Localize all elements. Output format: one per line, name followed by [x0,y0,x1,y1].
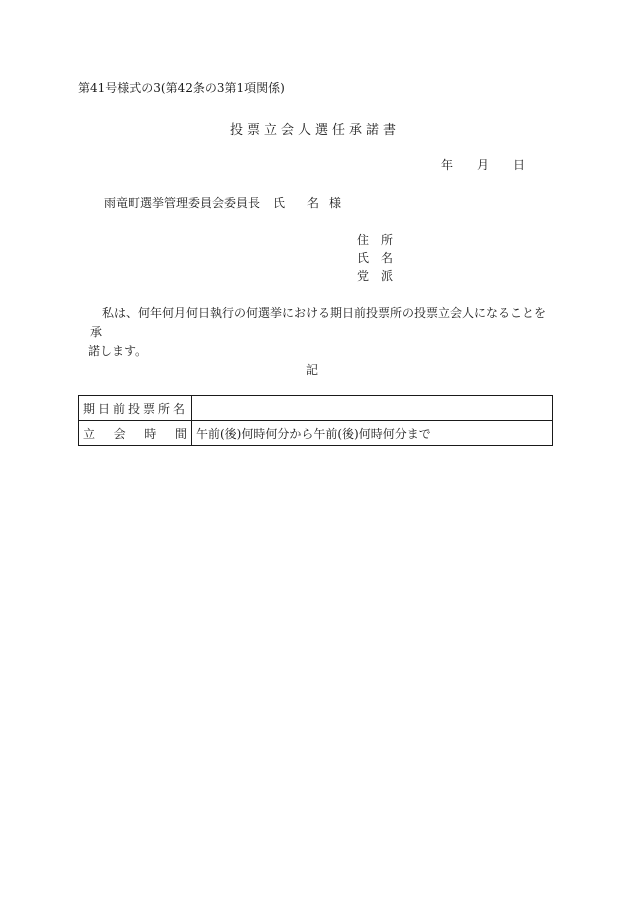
body-text [90,304,556,361]
addressee-name-prefix: 氏 [273,196,286,210]
polling-place-label: 期日前投票所名 [79,396,192,421]
attendance-time-value: 午前(後)何時何分から午前(後)何時何分まで [192,421,553,446]
table-row [79,421,553,446]
date-day: 日 [513,158,526,172]
ki-heading: 記 [306,363,319,377]
addressee-recipient: 雨竜町選挙管理委員会委員長 [104,196,261,210]
addressee-name-suffix: 名 [307,196,320,210]
addressee-honorific: 様 [329,196,342,210]
sender-party-label: 党 派 [357,269,394,283]
sender-address-label: 住 所 [357,233,394,247]
sender-name-label: 氏 名 [357,251,394,265]
date-line [441,156,525,173]
addressee [104,194,341,211]
polling-place-value [192,396,553,421]
body-line-1: 私は、何年何月何日執行の何選挙における期日前投票所の投票立会人になることを承 [90,306,547,339]
body-line-2: 諾します。 [88,344,148,358]
info-table [78,395,553,446]
table-row [79,396,553,421]
date-year: 年 [441,158,454,172]
date-month: 月 [477,158,490,172]
attendance-time-label: 立 会 時 間 [79,421,192,446]
document-title: 投票立会人選任承諾書 [229,123,400,138]
form-id: 第41号様式の3(第42条の3第1項関係) [78,81,285,95]
